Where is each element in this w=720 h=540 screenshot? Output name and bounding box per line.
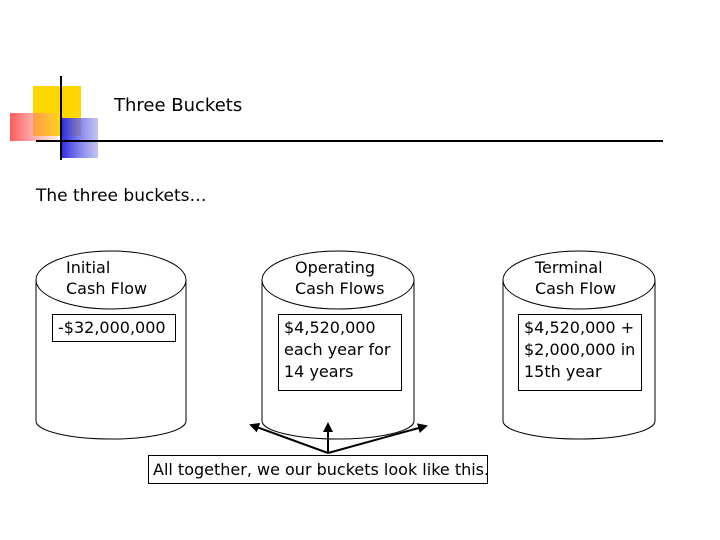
bucket-terminal-value: $4,520,000 + $2,000,000 in 15th year [518,314,642,391]
bucket-operating-value: $4,520,000 each year for 14 years [278,314,402,391]
bucket-terminal-label: Terminal Cash Flow [535,258,617,298]
bucket-initial-value: -$32,000,000 [52,314,176,342]
red-bar [10,113,57,141]
slide-title: Three Buckets [114,95,243,116]
blue-square [62,118,98,158]
header-decoration [0,0,720,200]
bucket-initial-label: Initial Cash Flow [66,258,148,298]
bucket-operating-label: Operating Cash Flows [295,258,385,298]
caption-box: All together, we our buckets look like this. [148,455,488,484]
slide-subtitle: The three buckets… [36,186,207,206]
